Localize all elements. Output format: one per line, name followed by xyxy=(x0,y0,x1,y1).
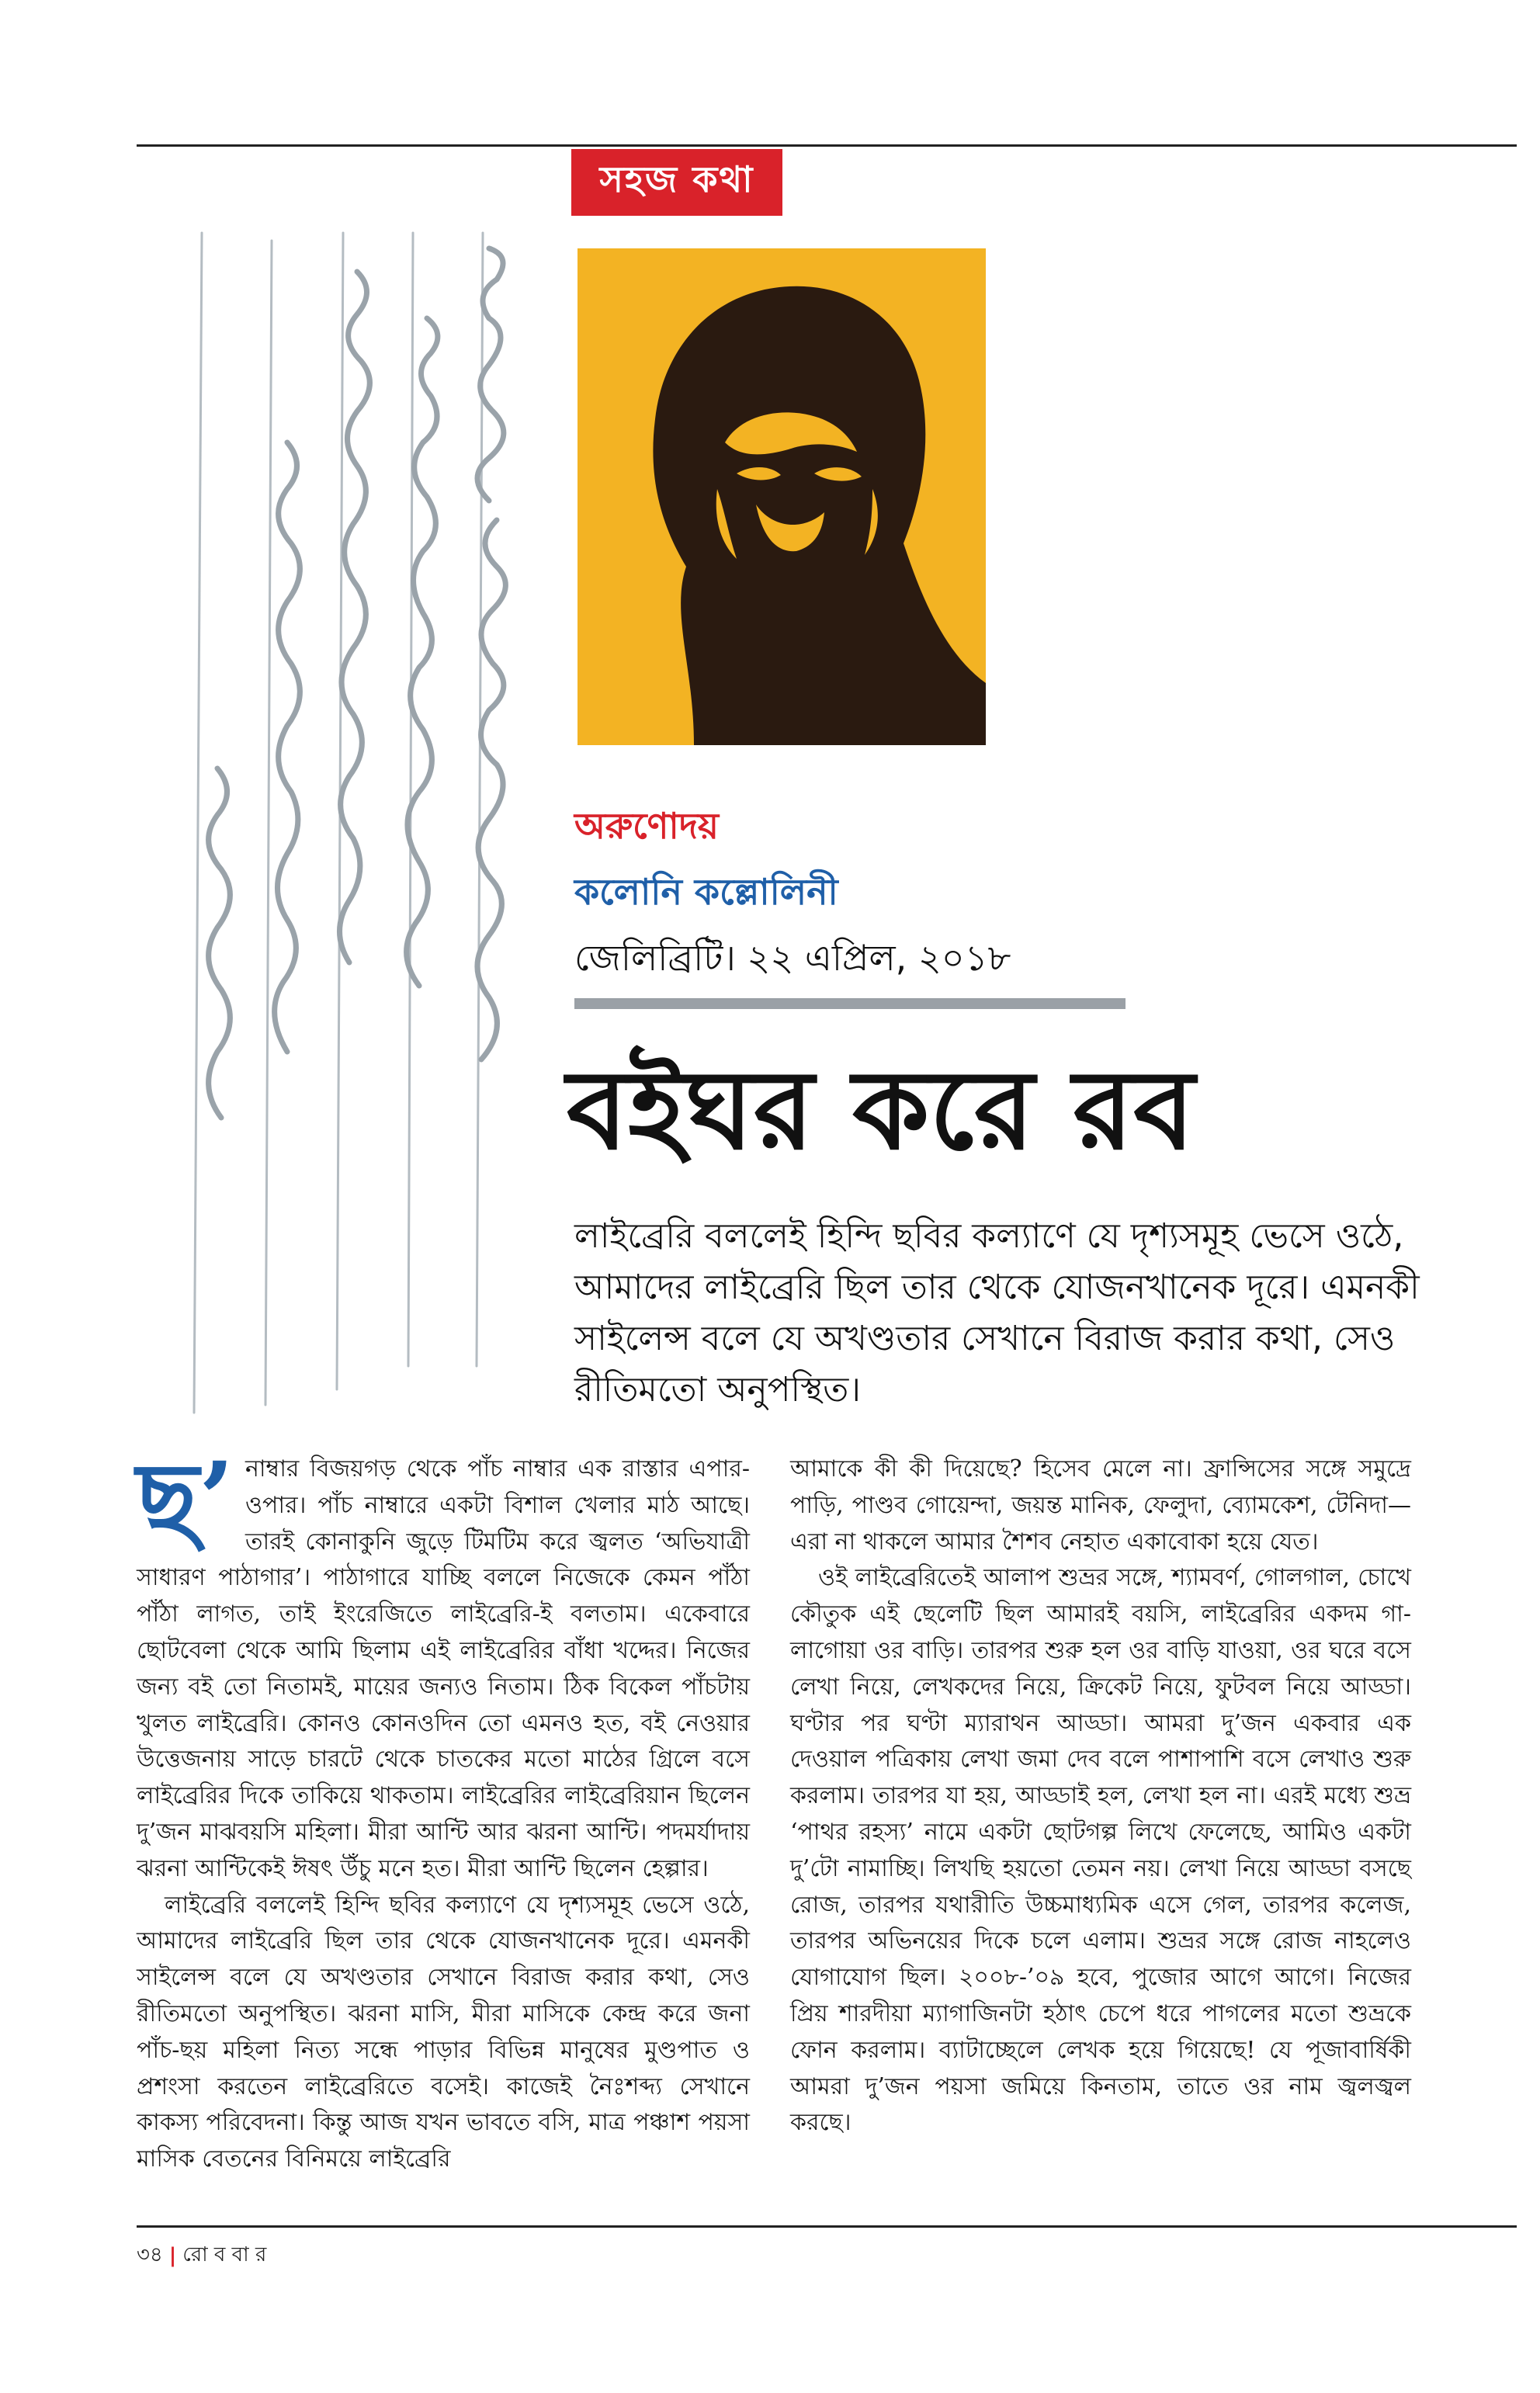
top-rule xyxy=(137,144,1517,147)
paragraph: আমাকে কী কী দিয়েছে? হিসেব মেলে না। ফ্রান্সিসের সঙ্গে সমুদ্রে পাড়ি, পাণ্ডব গোয়েন্দা, জয়ন্ত মানিক, ফেলুদা, ব্যোমকেশ, টেনিদা— এরা না থাকলে আমার শৈশব নেহাত একাবোকা হয়ে যেত। xyxy=(790,1455,1411,1555)
byline-book-title: কলোনি কল্লোলিনী xyxy=(574,871,838,913)
article-headline: বইঘর করে রব xyxy=(567,1046,1195,1174)
byline-publisher-date: জেলিব্রিটি। ২২ এপ্রিল, ২০১৮ xyxy=(574,937,1011,979)
bottom-rule xyxy=(137,2225,1517,2228)
article-column-right xyxy=(790,1451,1411,2142)
page-footer xyxy=(137,2239,266,2273)
paragraph: লাইব্রেরি বললেই হিন্দি ছবির কল্যাণে যে দৃশ্যসমূহ ভেসে ওঠে, আমাদের লাইব্রেরি ছিল তার থেকে যোজনখানেক দূরে। এমনকী সাইলেন্স বলে যে অখণ্ডতার সেখানে বিরাজ করার কথা, সেও রীতিমতো অনুপস্থিত। ঝরনা মাসি, মীরা মাসিকে কেন্দ্র করে জনা পাঁচ-ছয় মহিলা নিত্য সন্ধে পাড়ার বিভিন্ন মানুষের মুণ্ডপাত ও প্রশংসা করতেন লাইব্রেরিতে বসেই। কাজেই নৈঃশব্দ্য সেখানে কাকস্য পরিবেদনা। কিন্তু আজ যখন ভাবতে বসি, মাত্র পঞ্চাশ পয়সা মাসিক বেতনের বিনিময়ে লাইব্রেরি xyxy=(137,1891,750,2173)
paragraph: নাম্বার বিজয়গড় থেকে পাঁচ নাম্বার এক রাস্তার এপার-ওপার। পাঁচ নাম্বারে একটা বিশাল খেলার মাঠ আছে। তারই কোনাকুনি জুড়ে টিমটিম করে জ্বলত ‘অভিযাত্রী সাধারণ পাঠাগার’। পাঠাগারে যাচ্ছি বললে নিজেকে কেমন পাঁঠা পাঁঠা লাগত, তাই ইংরেজিতে লাইব্রেরি-ই বলতাম। একেবারে ছোটবেলা থেকে আমি ছিলাম এই লাইব্রেরির বাঁধা খদ্দের। নিজের জন্য বই তো নিতামই, মায়ের জন্যও নিতাম। ঠিক বিকেল পাঁচটায় খুলত লাইব্রেরি। কোনও কোনওদিন তো এমনও হত, বই নেওয়ার উত্তেজনায় সাড়ে চারটে থেকে চাতকের মতো মাঠের গ্রিলে বসে লাইব্রেরির দিকে তাকিয়ে থাকতাম। লাইব্রেরির লাইব্রেরিয়ান ছিলেন দু’জন মাঝবয়সি মহিলা। মীরা আন্টি আর ঝরনা আন্টি। পদমর্যাদায় ঝরনা আন্টিকেই ঈষৎ উঁচু মনে হত। মীরা আন্টি ছিলেন হেল্পার। xyxy=(137,1455,750,1882)
drop-cap: ছ’ xyxy=(137,1440,234,1560)
page-number: ৩৪ xyxy=(137,2243,163,2266)
section-tag: সহজ কথা xyxy=(571,149,782,216)
handwritten-manuscript-illustration xyxy=(163,225,528,1420)
paragraph: ওই লাইব্রেরিতেই আলাপ শুভ্রর সঙ্গে, শ্যামবর্ণ, গোলগাল, চোখে কৌতুক এই ছেলেটি ছিল আমারই বয়সি, লাইব্রেরির একদম গা-লাগোয়া ওর বাড়ি। তারপর শুরু হল ওর বাড়ি যাওয়া, ওর ঘরে বসে লেখা নিয়ে, লেখকদের নিয়ে, ক্রিকেট নিয়ে, ফুটবল নিয়ে আড্ডা। ঘণ্টার পর ঘণ্টা ম্যারাথন আড্ডা। আমরা দু’জন একবার এক দেওয়াল পত্রিকায় লেখা জমা দেব বলে পাশাপাশি বসে লেখাও শুরু করলাম। তারপর যা হয়, আড্ডাই হল, লেখা হল না। এরই মধ্যে শুভ্র ‘পাথর রহস্য’ নামে একটা ছোটগল্প লিখে ফেলেছে, আমিও একটা দু’টো নামাচ্ছি। লিখছি হয়তো তেমন নয়। লেখা নিয়ে আড্ডা বসছে রোজ, তারপর যথারীতি উচ্চমাধ্যমিক এসে গেল, তারপর কলেজ, তারপর অভিনয়ের দিকে চলে এলাম। শুভ্রর সঙ্গে রোজ নাহলেও যোগাযোগ ছিল। ২০০৮-’০৯ হবে, পুজোর আগে আগে। নিজের প্রিয় শারদীয়া ম্যাগাজিনটা হঠাৎ চেপে ধরে পাগলের মতো শুভ্রকে ফোন করলাম। ব্যাটাচ্ছেলে লেখক হয়ে গিয়েছে! যে পূজাবার্ষিকী আমরা দু’জন পয়সা জমিয়ে কিনতাম, তাতে ওর নাম জ্বলজ্বল করছে। xyxy=(790,1564,1411,2137)
publication-name: রো ব বা র xyxy=(182,2243,267,2266)
footer-separator: | xyxy=(168,2244,177,2267)
article-column-left xyxy=(137,1440,750,2178)
byline-author: অরুণোদয় xyxy=(574,805,720,847)
author-portrait xyxy=(578,248,986,745)
article-standfirst: লাইব্রেরি বললেই হিন্দি ছবির কল্যাণে যে দৃশ্যসমূহ ভেসে ওঠে, আমাদের লাইব্রেরি ছিল তার থেকে যোজনখানেক দূরে। এমনকী সাইলেন্স বলে যে অখণ্ডতার সেখানে বিরাজ করার কথা, সেও রীতিমতো অনুপস্থিত। xyxy=(574,1216,1420,1410)
byline-divider xyxy=(574,998,1126,1009)
